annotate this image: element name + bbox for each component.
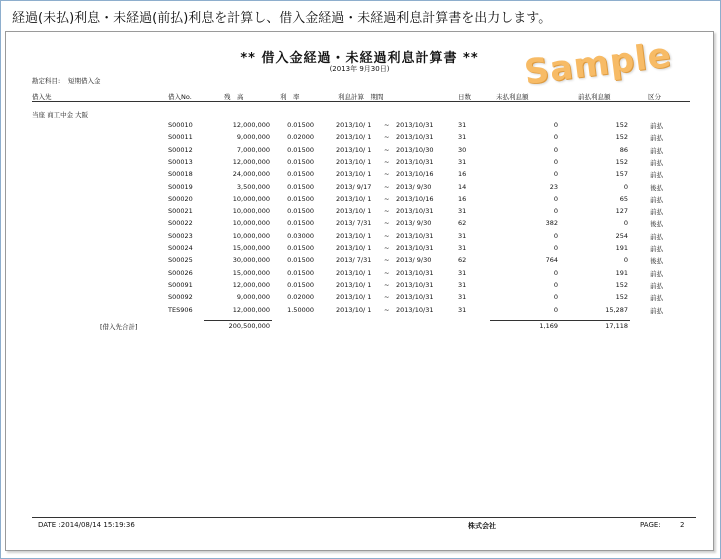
cell-period-from: 2013/10/ 1 [336, 133, 372, 142]
cell-period-from: 2013/ 7/31 [336, 219, 372, 228]
cell-period-from: 2013/10/ 1 [336, 280, 372, 289]
cell-days: 31 [458, 293, 467, 302]
cell-period-separator: ~ [384, 133, 390, 142]
footer-company: 株式会社 [468, 522, 496, 530]
report-date: (2013年 9月30日) [329, 65, 390, 73]
cell-days: 14 [458, 182, 467, 191]
cell-loan-no: S00010 [168, 121, 193, 129]
cell-period-to: 2013/ 9/30 [396, 182, 432, 191]
cell-period-separator: ~ [384, 268, 390, 277]
cell-days: 31 [458, 244, 467, 252]
cell-prepaid-interest: 152 [615, 121, 628, 129]
cell-unpaid-interest: 0 [553, 170, 558, 179]
table-row [6, 232, 713, 243]
cell-category: 前払 [650, 171, 663, 180]
cell-loan-no: S00023 [168, 231, 193, 240]
cell-prepaid-interest: 65 [619, 194, 628, 203]
cell-balance: 30,000,000 [232, 256, 270, 265]
table-row [6, 293, 713, 304]
cell-days: 31 [458, 121, 467, 129]
cell-period-to: 2013/ 9/30 [396, 256, 432, 265]
cell-prepaid-interest: 152 [615, 293, 628, 302]
cell-unpaid-interest: 0 [553, 268, 558, 277]
cell-category: 前払 [650, 269, 663, 278]
cell-days: 31 [458, 305, 467, 314]
col-prepaid: 前払利息額 [578, 93, 611, 101]
cell-period-from: 2013/ 7/31 [336, 256, 372, 265]
cell-prepaid-interest: 0 [623, 182, 628, 191]
cell-period-separator: ~ [384, 244, 390, 252]
cell-period-to: 2013/10/31 [396, 231, 434, 240]
cell-loan-no: S00091 [168, 280, 193, 289]
cell-loan-no: S00020 [168, 194, 193, 203]
cell-period-separator: ~ [384, 293, 390, 302]
cell-category: 前払 [650, 294, 663, 303]
cell-category: 前払 [650, 245, 663, 253]
cell-rate: 0.01500 [287, 219, 314, 228]
cell-period-to: 2013/10/31 [396, 244, 434, 252]
cell-rate: 0.01500 [287, 121, 314, 129]
cell-period-from: 2013/10/ 1 [336, 244, 372, 252]
footer-page-number: 2 [680, 521, 685, 529]
cell-prepaid-interest: 15,287 [605, 305, 628, 314]
cell-period-to: 2013/10/31 [396, 157, 434, 166]
col-days: 日数 [458, 93, 471, 101]
cell-period-to: 2013/10/31 [396, 293, 434, 302]
cell-period-to: 2013/10/31 [396, 268, 434, 277]
cell-rate: 0.01500 [287, 207, 314, 216]
total-balance: 200,500,000 [228, 322, 270, 330]
cell-period-separator: ~ [384, 305, 390, 314]
total-prepaid: 17,118 [605, 322, 628, 330]
cell-loan-no: S00013 [168, 157, 193, 166]
cell-period-separator: ~ [384, 207, 390, 216]
cell-period-separator: ~ [384, 145, 390, 154]
cell-period-separator: ~ [384, 231, 390, 240]
cell-loan-no: S00011 [168, 133, 193, 142]
cell-period-separator: ~ [384, 157, 390, 166]
cell-period-to: 2013/10/31 [396, 121, 434, 129]
cell-period-separator: ~ [384, 121, 390, 129]
cell-category: 前払 [650, 134, 663, 143]
cell-unpaid-interest: 0 [553, 231, 558, 240]
cell-period-separator: ~ [384, 280, 390, 289]
cell-category: 後払 [650, 220, 663, 229]
cell-period-from: 2013/10/ 1 [336, 268, 372, 277]
table-row [6, 121, 713, 132]
cell-category: 後払 [650, 257, 663, 266]
cell-period-to: 2013/10/16 [396, 194, 434, 203]
total-unpaid: 1,169 [539, 322, 558, 330]
col-period: 利息計算 期間 [338, 93, 384, 101]
report-page [5, 31, 714, 551]
cell-prepaid-interest: 157 [615, 170, 628, 179]
table-row [6, 256, 713, 267]
cell-balance: 7,000,000 [236, 145, 270, 154]
cell-unpaid-interest: 23 [549, 182, 558, 191]
cell-prepaid-interest: 152 [615, 280, 628, 289]
cell-balance: 12,000,000 [232, 121, 270, 129]
cell-period-from: 2013/10/ 1 [336, 293, 372, 302]
cell-category: 前払 [650, 208, 663, 217]
cell-prepaid-interest: 0 [623, 256, 628, 265]
cell-period-separator: ~ [384, 194, 390, 203]
cell-period-to: 2013/10/31 [396, 133, 434, 142]
cell-balance: 24,000,000 [232, 170, 270, 179]
cell-period-from: 2013/10/ 1 [336, 157, 372, 166]
cell-unpaid-interest: 0 [553, 293, 558, 302]
cell-loan-no: S00018 [168, 170, 193, 179]
cell-balance: 15,000,000 [232, 244, 270, 252]
cell-balance: 9,000,000 [236, 293, 270, 302]
cell-rate: 0.02000 [287, 133, 314, 142]
cell-prepaid-interest: 191 [615, 244, 628, 252]
cell-balance: 9,000,000 [236, 133, 270, 142]
table-row [6, 281, 713, 292]
cell-unpaid-interest: 0 [553, 133, 558, 142]
cell-balance: 12,000,000 [232, 280, 270, 289]
cell-days: 31 [458, 231, 467, 240]
cell-period-separator: ~ [384, 170, 390, 179]
cell-period-from: 2013/10/ 1 [336, 207, 372, 216]
cell-rate: 0.03000 [287, 231, 314, 240]
total-rule-balance [204, 320, 272, 321]
table-row [6, 306, 713, 317]
col-loan-no: 借入No. [168, 93, 192, 101]
cell-days: 16 [458, 194, 467, 203]
cell-loan-no: S00022 [168, 219, 193, 228]
cell-category: 前払 [650, 232, 663, 241]
cell-period-separator: ~ [384, 256, 390, 265]
cell-days: 62 [458, 256, 467, 265]
cell-unpaid-interest: 0 [553, 305, 558, 314]
cell-loan-no: TES906 [168, 305, 193, 314]
cell-prepaid-interest: 254 [615, 231, 628, 240]
cell-period-to: 2013/10/16 [396, 170, 434, 179]
cell-category: 前払 [650, 281, 663, 290]
total-rule-interest [490, 320, 630, 321]
cell-days: 31 [458, 157, 467, 166]
sample-watermark: Sample [522, 35, 674, 93]
cell-days: 31 [458, 268, 467, 277]
cell-rate: 0.01500 [287, 182, 314, 191]
cell-period-from: 2013/10/ 1 [336, 145, 372, 154]
cell-rate: 0.01500 [287, 280, 314, 289]
cell-loan-no: S00024 [168, 244, 193, 252]
cell-category: 前払 [650, 146, 663, 155]
cell-balance: 12,000,000 [232, 157, 270, 166]
cell-period-from: 2013/10/ 1 [336, 194, 372, 203]
cell-days: 31 [458, 280, 467, 289]
footer-date: DATE :2014/08/14 15:19:36 [38, 521, 135, 529]
table-row [6, 133, 713, 144]
cell-loan-no: S00092 [168, 293, 193, 302]
cell-unpaid-interest: 764 [545, 256, 558, 265]
cell-unpaid-interest: 382 [545, 219, 558, 228]
cell-unpaid-interest: 0 [553, 244, 558, 252]
header-rule [32, 101, 690, 102]
cell-balance: 10,000,000 [232, 219, 270, 228]
table-row [6, 269, 713, 280]
cell-balance: 10,000,000 [232, 207, 270, 216]
lender-name: 当座 商工中金 大阪 [32, 111, 89, 119]
cell-loan-no: S00025 [168, 256, 193, 265]
table-row [6, 170, 713, 181]
cell-category: 前払 [650, 195, 663, 204]
cell-rate: 0.01500 [287, 256, 314, 265]
table-row [6, 146, 713, 157]
table-row [6, 158, 713, 169]
cell-unpaid-interest: 0 [553, 121, 558, 129]
cell-unpaid-interest: 0 [553, 194, 558, 203]
cell-rate: 0.01500 [287, 268, 314, 277]
cell-rate: 0.01500 [287, 157, 314, 166]
cell-period-separator: ~ [384, 182, 390, 191]
cell-prepaid-interest: 127 [615, 207, 628, 216]
cell-prepaid-interest: 86 [619, 145, 628, 154]
cell-balance: 15,000,000 [232, 268, 270, 277]
cell-days: 16 [458, 170, 467, 179]
cell-loan-no: S00021 [168, 207, 193, 216]
cell-category: 前払 [650, 158, 663, 167]
cell-balance: 12,000,000 [232, 305, 270, 314]
col-category: 区分 [648, 93, 661, 101]
cell-period-to: 2013/10/30 [396, 145, 434, 154]
cell-unpaid-interest: 0 [553, 280, 558, 289]
cell-loan-no: S00026 [168, 268, 193, 277]
cell-days: 62 [458, 219, 467, 228]
cell-category: 前払 [650, 122, 663, 130]
cell-unpaid-interest: 0 [553, 157, 558, 166]
cell-prepaid-interest: 152 [615, 133, 628, 142]
cell-category: 前払 [650, 306, 663, 315]
cell-period-from: 2013/10/ 1 [336, 305, 372, 314]
cell-prepaid-interest: 0 [623, 219, 628, 228]
col-unpaid: 未払利息額 [496, 93, 529, 101]
report-title: ** 借入金経過・未経過利息計算書 ** [240, 51, 479, 66]
cell-balance: 10,000,000 [232, 194, 270, 203]
cell-rate: 0.01500 [287, 170, 314, 179]
cell-rate: 0.02000 [287, 293, 314, 302]
table-row [6, 219, 713, 230]
footer-rule [32, 517, 696, 518]
total-label: [借入先合計] [100, 323, 138, 331]
col-rate: 利 率 [280, 93, 300, 101]
subject-label: 勘定科目: [32, 77, 61, 85]
footer-page-label: PAGE: [640, 521, 661, 529]
cell-period-from: 2013/10/ 1 [336, 170, 372, 179]
description-caption: 経過(未払)利息・未経過(前払)利息を計算し、借入金経過・未経過利息計算書を出力します。 [12, 11, 552, 26]
cell-balance: 3,500,000 [236, 182, 270, 191]
cell-period-to: 2013/ 9/30 [396, 219, 432, 228]
cell-unpaid-interest: 0 [553, 207, 558, 216]
subject-value: 短期借入金 [68, 77, 101, 85]
cell-rate: 1.50000 [287, 305, 314, 314]
cell-period-from: 2013/10/ 1 [336, 121, 372, 129]
cell-period-from: 2013/10/ 1 [336, 231, 372, 240]
cell-loan-no: S00012 [168, 145, 193, 154]
cell-period-to: 2013/10/31 [396, 280, 434, 289]
table-row [6, 183, 713, 194]
cell-period-from: 2013/ 9/17 [336, 182, 372, 191]
col-lender: 借入先 [32, 93, 52, 101]
cell-days: 30 [458, 145, 467, 154]
table-row [6, 207, 713, 218]
cell-rate: 0.01500 [287, 145, 314, 154]
cell-balance: 10,000,000 [232, 231, 270, 240]
cell-unpaid-interest: 0 [553, 145, 558, 154]
cell-period-separator: ~ [384, 219, 390, 228]
cell-days: 31 [458, 133, 467, 142]
cell-loan-no: S00019 [168, 182, 193, 191]
cell-rate: 0.01500 [287, 194, 314, 203]
cell-category: 後払 [650, 183, 663, 192]
cell-days: 31 [458, 207, 467, 216]
cell-rate: 0.01500 [287, 244, 314, 252]
cell-prepaid-interest: 191 [615, 268, 628, 277]
cell-prepaid-interest: 152 [615, 157, 628, 166]
table-row [6, 244, 713, 255]
table-row [6, 195, 713, 206]
cell-period-to: 2013/10/31 [396, 207, 434, 216]
col-balance: 残 高 [224, 93, 244, 101]
cell-period-to: 2013/10/31 [396, 305, 434, 314]
